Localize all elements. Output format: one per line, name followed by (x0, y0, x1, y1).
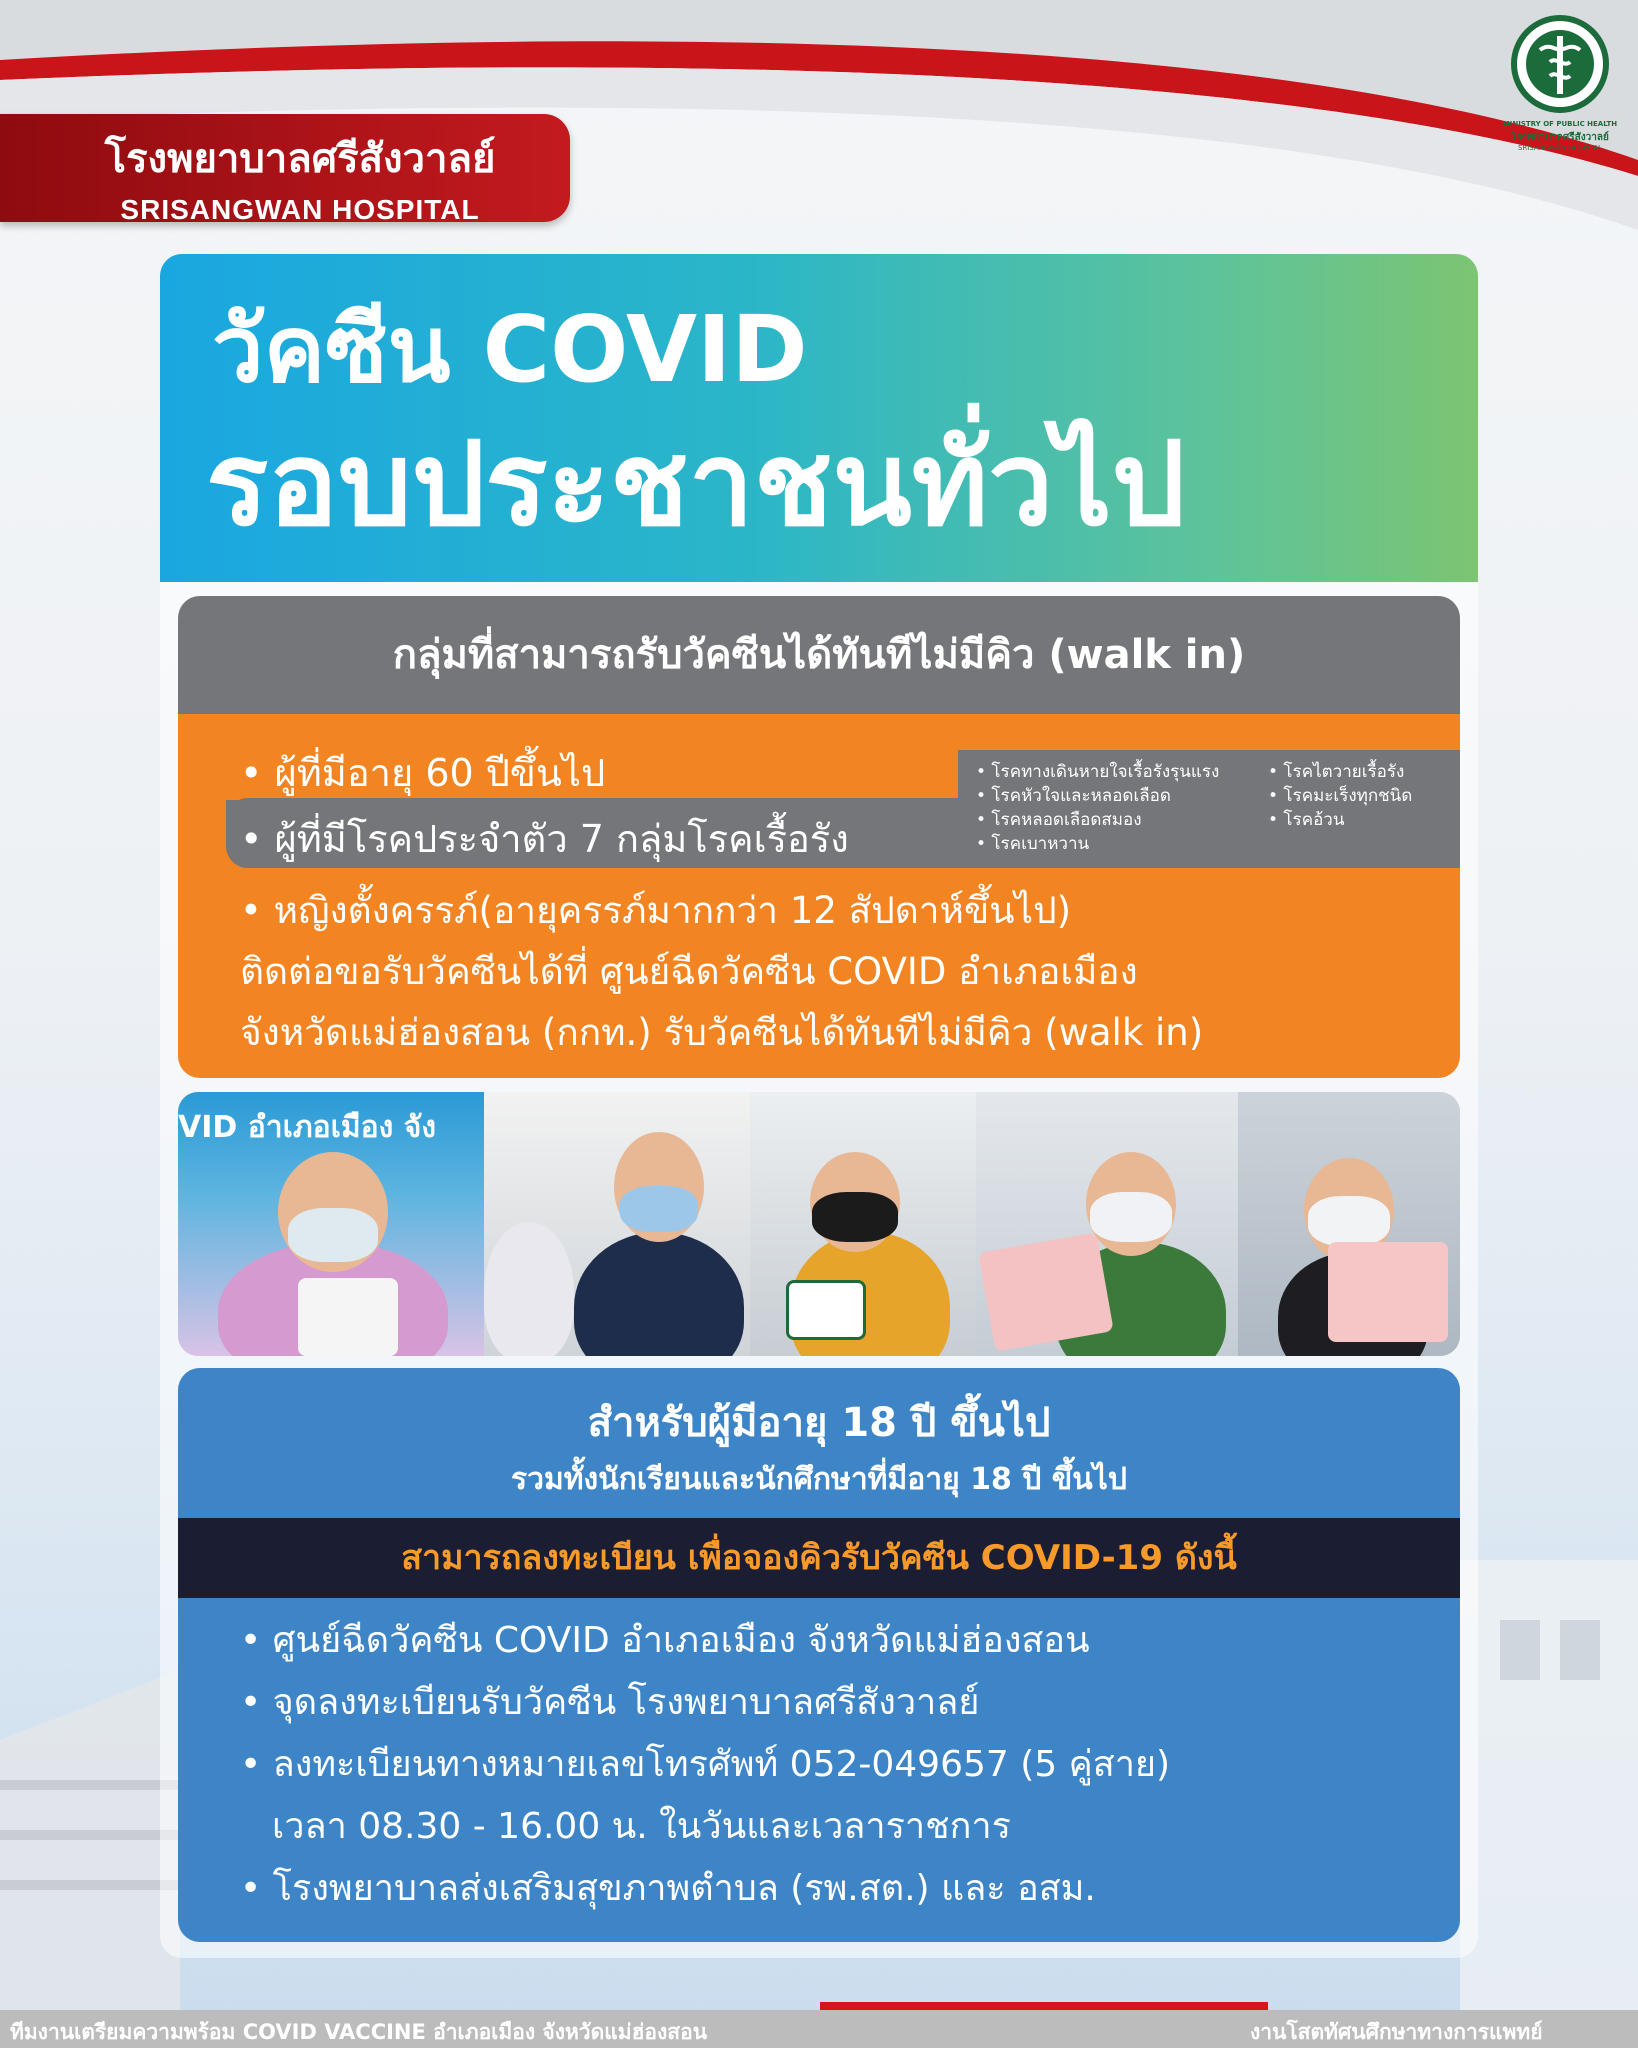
registration-heading: สำหรับผู้มีอายุ 18 ปี ขึ้นไป (587, 1400, 1051, 1446)
hospital-badge (0, 114, 570, 225)
disease-item: • โรคเบาหวาน (976, 834, 1090, 854)
disease-item: • โรคทางเดินหายใจเรื้อรังรุนแรง (976, 762, 1220, 782)
disease-item: • โรคหัวใจและหลอดเลือด (976, 786, 1171, 806)
disease-item: • โรคไตวายเรื้อรัง (1268, 762, 1405, 782)
disease-item: • โรคมะเร็งทุกชนิด (1268, 786, 1413, 806)
title-line-1: วัคซีน COVID (212, 296, 808, 403)
photo-1 (178, 1092, 484, 1356)
registration-bar: สามารถลงทะเบียน เพื่อจองคิวรับวัคซีน COVID-19 ดังนี้ (178, 1518, 1460, 1598)
photo-5 (1238, 1092, 1460, 1356)
walkin-item-age60: • ผู้ที่มีอายุ 60 ปีขึ้นไป (240, 751, 606, 795)
contact-line: ติดต่อขอรับวัคซีนได้ที่ ศูนย์ฉีดวัคซีน COVID อำเภอเมือง (240, 950, 1138, 993)
vaccination-photo-strip (178, 1092, 1460, 1356)
walkin-item-chronic: • ผู้ที่มีโรคประจำตัว 7 กลุ่มโรคเรื้อรัง (240, 817, 849, 861)
list-item: • โรงพยาบาลส่งเสริมสุขภาพตำบล (รพ.สต.) และ อสม. (240, 1868, 1096, 1909)
contact-line: จังหวัดแม่ฮ่องสอน (กกท.) รับวัคซีนได้ทันทีไม่มีคิว (walk in) (240, 1011, 1204, 1054)
disease-item: • โรคอ้วน (1268, 810, 1345, 830)
pregnant-line: • หญิงตั้งครรภ์(อายุครรภ์มากกว่า 12 สัปดาห์ขึ้นไป) (240, 889, 1072, 932)
logo-hospital-en: SRISANGWAN HOSPITAL (1517, 144, 1603, 152)
list-item: • ศูนย์ฉีดวัคซีน COVID อำเภอเมือง จังหวัดแม่ฮ่องสอน (240, 1620, 1090, 1661)
walkin-heading: กลุ่มที่สามารถรับวัคซีนได้ทันทีไม่มีคิว (walk in) (178, 596, 1460, 714)
hospital-name-en: SRISANGWAN HOSPITAL (120, 194, 480, 225)
logo-hospital-th: โรงพยาบาลศรีสังวาลย์ (1511, 132, 1609, 143)
disease-column-1 (976, 760, 1219, 856)
hospital-name-th: โรงพยาบาลศรีสังวาลย์ (104, 136, 496, 182)
footer-left-text: ทีมงานเตรียมความพร้อม COVID VACCINE อำเภอเมือง จังหวัดแม่ฮ่องสอน (10, 2020, 708, 2044)
photo-3 (750, 1092, 976, 1356)
photo-4 (976, 1092, 1238, 1356)
footer-right-text: งานโสตทัศนศึกษาทางการแพทย์ (1250, 2020, 1543, 2044)
disease-column-2 (1268, 760, 1412, 832)
moph-caduceus-icon (1510, 14, 1610, 114)
disease-item: • โรคหลอดเลือดสมอง (976, 810, 1142, 830)
ministry-caption: MINISTRY OF PUBLIC HEALTH (1502, 120, 1618, 128)
list-item: • จุดลงทะเบียนรับวัคซีน โรงพยาบาลศรีสังวาลย์ (240, 1682, 980, 1723)
title-line-2: รอบประชาชนทั่วไป (206, 417, 1186, 552)
photo-banner-text: VID อำเภอเมือง จัง (178, 1110, 437, 1145)
registration-list (240, 1610, 1170, 1920)
list-item: เวลา 08.30 - 16.00 น. ในวันและเวลาราชการ (272, 1806, 1011, 1847)
ministry-logo (1500, 14, 1620, 154)
walkin-pregnant-paragraph (240, 880, 1203, 1063)
list-item: • ลงทะเบียนทางหมายเลขโทรศัพท์ 052-049657 (5 คู่สาย) (240, 1744, 1171, 1785)
photo-2 (484, 1092, 750, 1356)
disease-list (966, 760, 1460, 868)
registration-subheading: รวมทั้งนักเรียนและนักศึกษาที่มีอายุ 18 ปี ขึ้นไป (511, 1462, 1127, 1497)
